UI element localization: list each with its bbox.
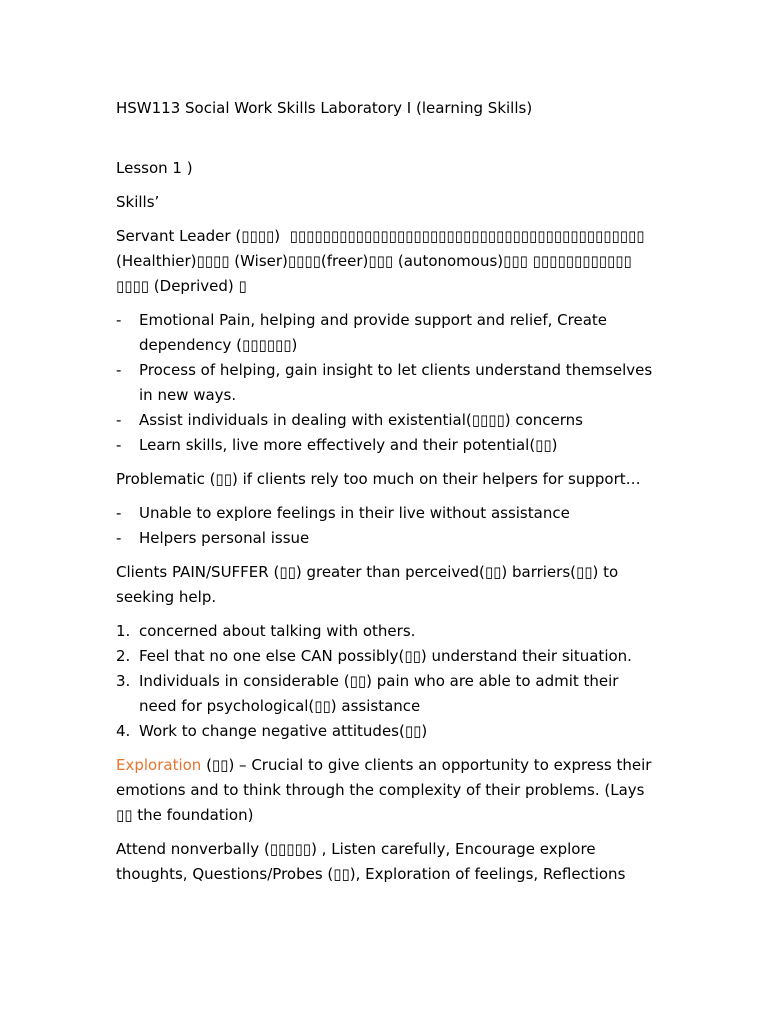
exploration-description: (▯▯) – Crucial to give clients an opportunity to express their emotions and to think through the complexity of their problems. (Lays ▯▯ the foundation) [116, 756, 657, 824]
list-item [116, 644, 656, 669]
list-item-text: Work to change negative attitudes(▯▯) [139, 722, 428, 740]
list-item-text: concerned about talking with others. [139, 622, 416, 640]
exploration-paragraph [116, 753, 656, 828]
list-item-text: Unable to explore feelings in their live without assistance [139, 504, 570, 522]
list-item [116, 619, 656, 644]
list-item-text: Emotional Pain, helping and provide support and relief, Create dependency (▯▯▯▯▯▯) [139, 311, 608, 354]
list-item-text: Process of helping, gain insight to let clients understand themselves in new ways. [139, 361, 653, 404]
list-item [116, 433, 656, 458]
servant-leader-paragraph: Servant Leader (▯▯▯▯) ▯▯▯▯▯▯▯▯▯▯▯▯▯▯▯▯▯▯▯▯▯▯▯▯▯▯▯▯▯▯▯▯▯▯▯▯▯▯▯▯▯▯▯ (Healthier)▯▯▯▯ (Wiser)▯▯▯▯(freer)▯▯▯ (autonomous)▯▯▯ ▯▯▯▯▯▯▯▯▯▯▯▯ ▯▯▯▯ (Deprived) ▯ [116, 227, 650, 295]
list-item [116, 526, 656, 551]
skills-heading: Skills’ [116, 193, 160, 211]
dash-bullet: - [116, 361, 122, 379]
list-number: 3. [116, 672, 131, 690]
list-item-text: Assist individuals in dealing with existential(▯▯▯▯) concerns [139, 411, 583, 429]
helping-goals-list [116, 308, 656, 458]
lesson-heading: Lesson 1 ) [116, 159, 193, 177]
list-item [116, 501, 656, 526]
dash-bullet: - [116, 529, 122, 547]
document-title: HSW113 Social Work Skills Laboratory I (learning Skills) [116, 99, 533, 117]
clients-pain-paragraph: Clients PAIN/SUFFER (▯▯) greater than perceived(▯▯) barriers(▯▯) to seeking help. [116, 563, 623, 606]
list-item-text: Helpers personal issue [139, 529, 310, 547]
dash-bullet: - [116, 311, 122, 329]
dash-bullet: - [116, 411, 122, 429]
list-number: 1. [116, 622, 131, 640]
list-item [116, 358, 656, 408]
attend-paragraph: Attend nonverbally (▯▯▯▯▯) , Listen carefully, Encourage explore thoughts, Questions/Probes (▯▯), Exploration of feelings, Reflections [116, 840, 626, 883]
list-item [116, 669, 656, 719]
list-number: 2. [116, 647, 131, 665]
list-item-text: Individuals in considerable (▯▯) pain who are able to admit their need for psychological(▯▯) assistance [139, 672, 619, 715]
dash-bullet: - [116, 436, 122, 454]
document-body [116, 96, 656, 896]
list-item-text: Feel that no one else CAN possibly(▯▯) understand their situation. [139, 647, 632, 665]
problematic-paragraph: Problematic (▯▯) if clients rely too much on their helpers for support… [116, 470, 641, 488]
exploration-term: Exploration [116, 756, 202, 774]
list-item-text: Learn skills, live more effectively and their potential(▯▯) [139, 436, 558, 454]
list-item [116, 719, 656, 744]
problematic-list [116, 501, 656, 551]
dash-bullet: - [116, 504, 122, 522]
list-item [116, 308, 656, 358]
barriers-list [116, 619, 656, 744]
list-number: 4. [116, 722, 131, 740]
list-item [116, 408, 656, 433]
